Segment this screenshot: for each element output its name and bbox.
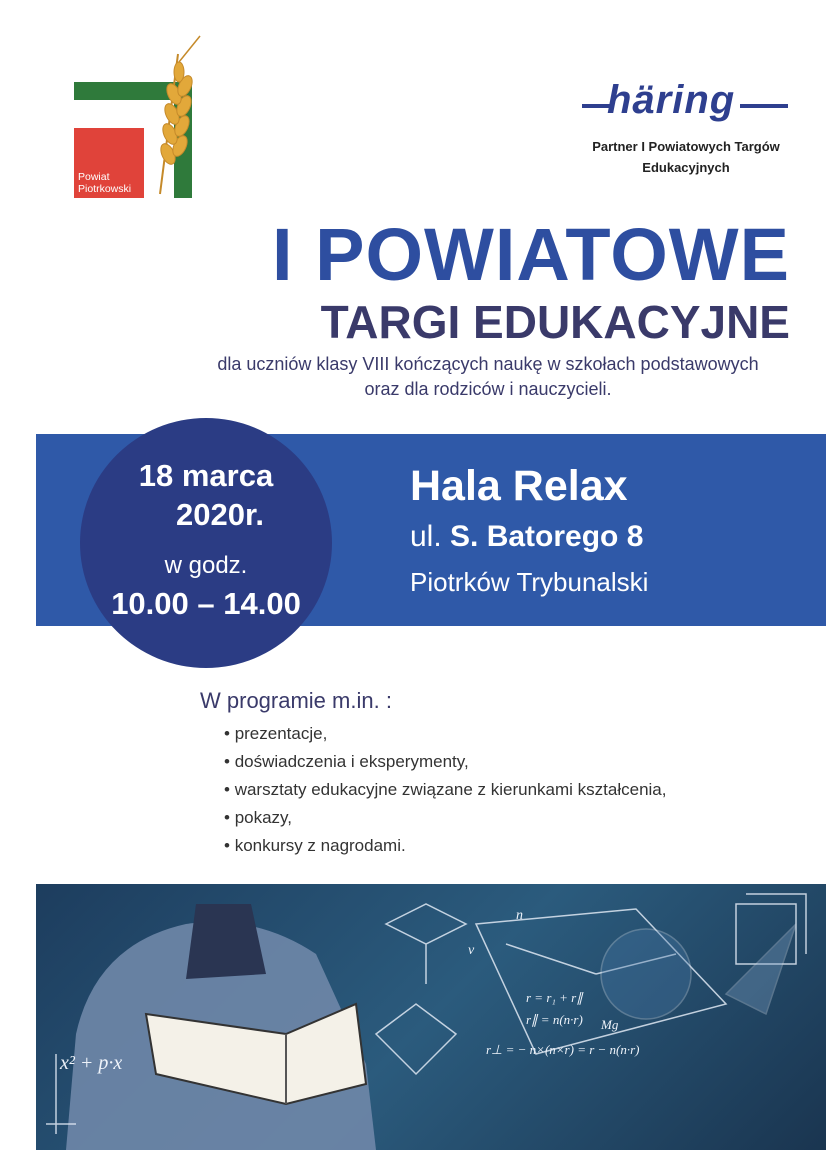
formula-1: r = r₁ + r∥ xyxy=(526,990,583,1005)
list-item: • pokazy, xyxy=(224,804,667,832)
logo-label-line1: Powiat xyxy=(78,171,110,183)
chalkboard-illustration xyxy=(36,884,826,1150)
vector-v: v xyxy=(468,943,475,958)
formula-4: Mg xyxy=(601,1017,619,1032)
audience-description xyxy=(150,352,826,402)
date-circle xyxy=(80,418,332,668)
time-label: w godz. xyxy=(164,552,248,579)
program-heading: W programie m.in. : xyxy=(200,688,392,713)
venue-name: Hala Relax xyxy=(410,462,628,510)
formula-2: r∥ = n(n·r) xyxy=(526,1012,583,1027)
partner-line2: Edukacyjnych xyxy=(642,160,730,175)
logo-label xyxy=(78,171,131,195)
event-year: 2020r. xyxy=(176,497,264,532)
formula-3: r⊥ = − n×(n×r) = r − n(n·r) xyxy=(486,1042,640,1057)
wheat-icon xyxy=(138,34,208,204)
partner-caption xyxy=(575,136,797,178)
sub-title: TARGI EDUKACYJNE xyxy=(320,296,790,348)
event-date: 18 marca xyxy=(138,458,274,493)
list-item: • doświadczenia i eksperymenty, xyxy=(224,748,667,776)
haring-line-right xyxy=(740,104,788,108)
list-item: • prezentacje, xyxy=(224,720,667,748)
formula-5: x² + p·x xyxy=(60,1052,123,1074)
logo-label-line2: Piotrkowski xyxy=(78,183,132,195)
student-reading-image xyxy=(36,884,826,1150)
audience-line1: dla uczniów klasy VIII kończących naukę w szkołach podstawowych xyxy=(217,354,759,374)
street-name: S. Batorego 8 xyxy=(450,520,644,553)
time-range: 10.00 – 14.00 xyxy=(111,586,301,621)
venue-street xyxy=(410,520,710,554)
powiat-logo xyxy=(74,34,204,204)
venue-city: Piotrków Trybunalski xyxy=(410,567,649,597)
haring-logo-text: häring xyxy=(607,78,736,122)
list-item: • warsztaty edukacyjne związane z kierunkami kształcenia, xyxy=(224,776,667,804)
main-title: I POWIATOWE xyxy=(271,213,790,296)
program-list xyxy=(224,720,667,860)
partner-line1: Partner I Powiatowych Targów xyxy=(592,139,780,154)
audience-line2: oraz dla rodziców i nauczycieli. xyxy=(364,379,612,399)
list-item: • konkursy z nagrodami. xyxy=(224,832,667,860)
vector-n: n xyxy=(516,908,523,923)
street-prefix: ul. xyxy=(410,520,442,553)
shirt-collar xyxy=(186,904,266,979)
